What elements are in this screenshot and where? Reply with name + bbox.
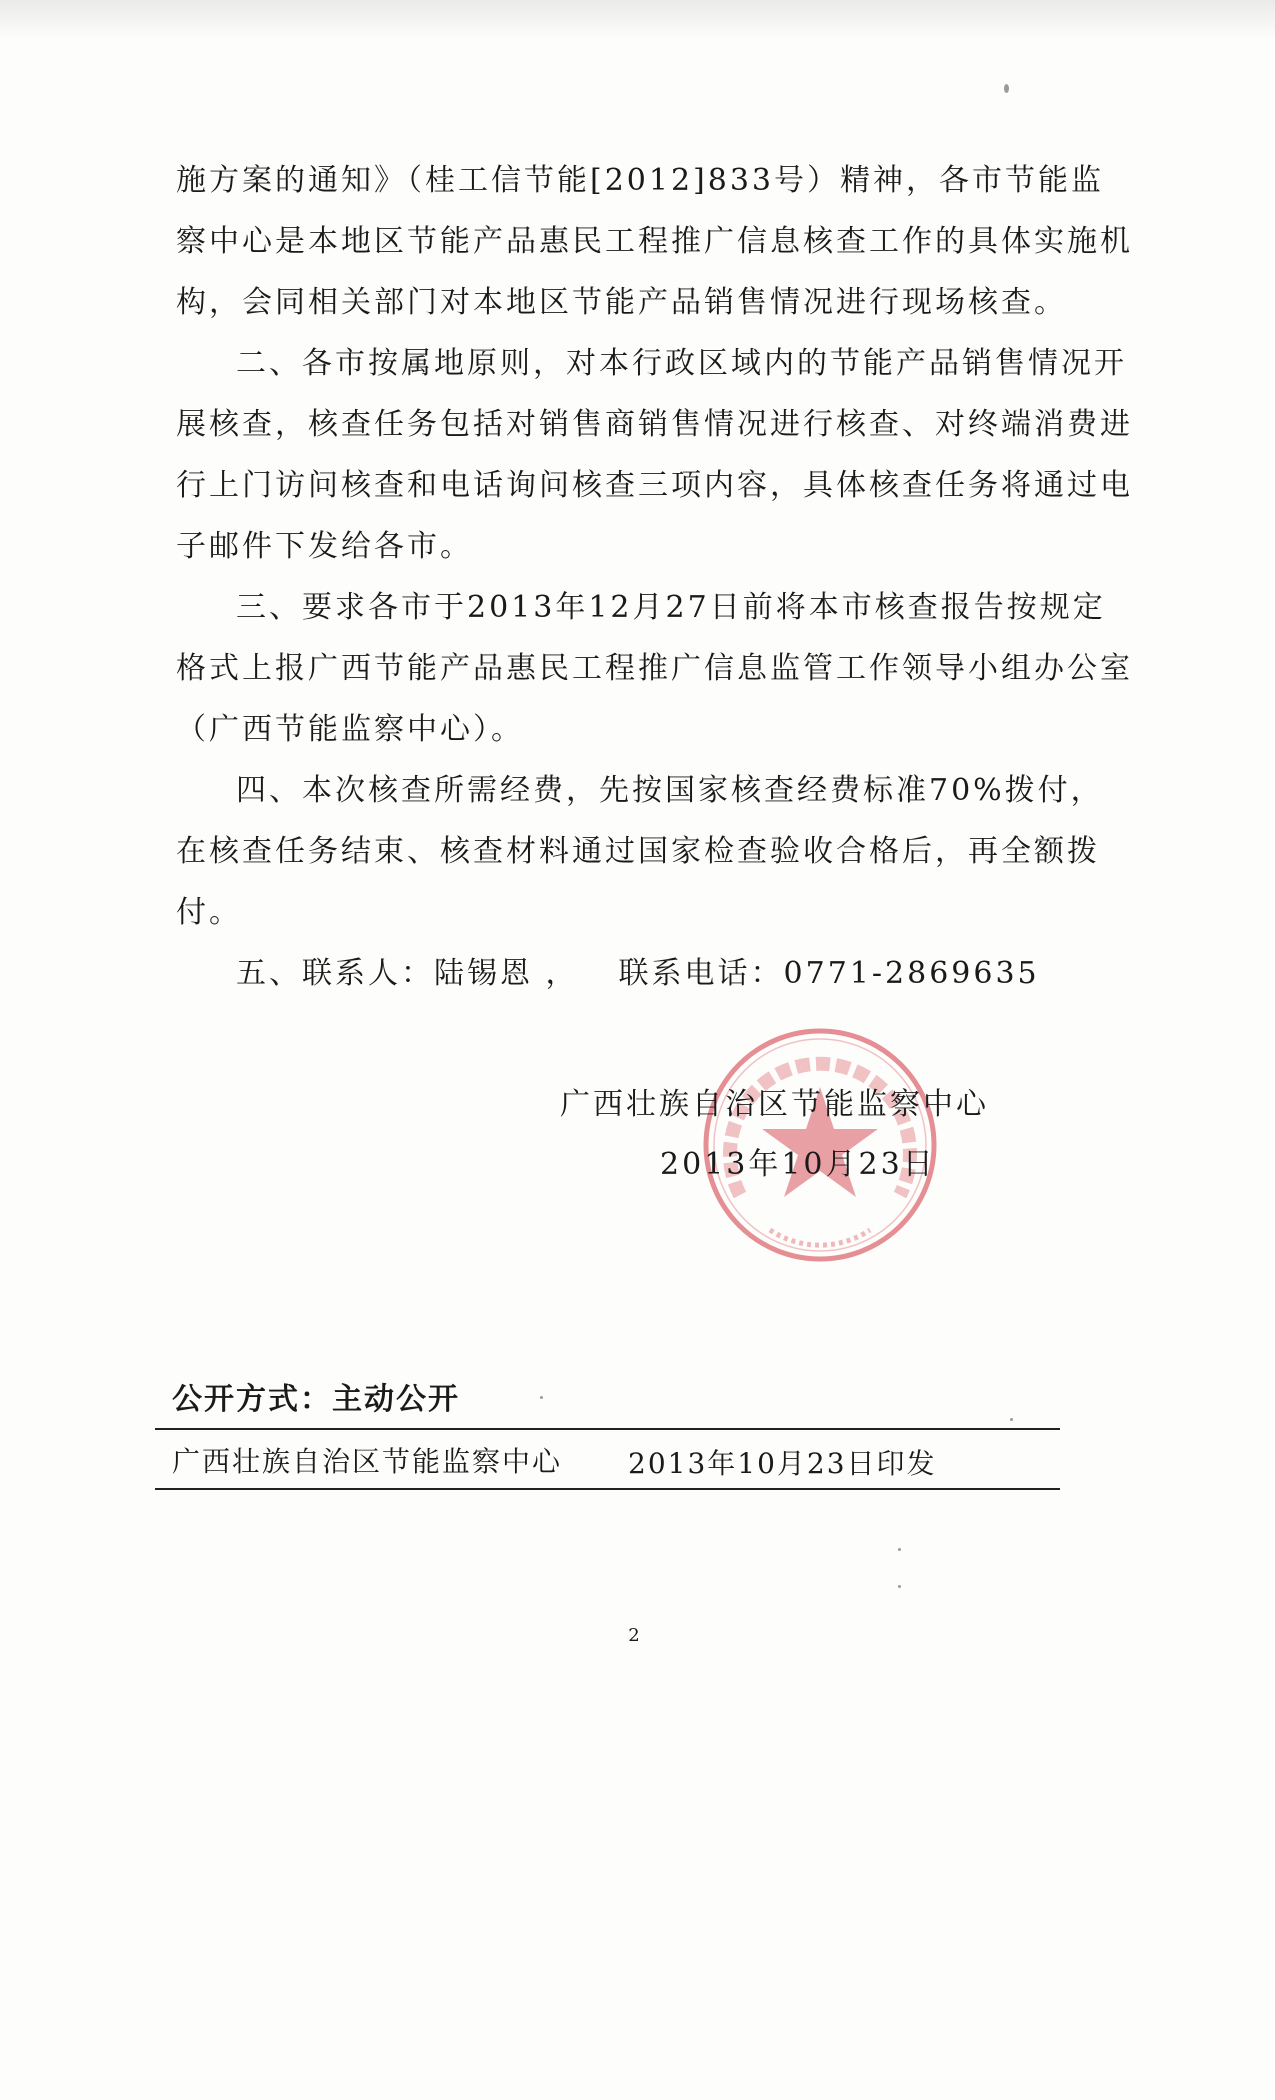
scan-shadow (0, 0, 1275, 40)
scan-speck (1010, 1418, 1013, 1421)
body-text (176, 150, 1136, 1004)
paragraph-4: 四、本次核查所需经费，先按国家核查经费标准70%拨付，在核查任务结束、核查材料通过国家检查验收合格后，再全额拨付。 (176, 773, 1104, 930)
paragraph-1: 施方案的通知》（桂工信节能[2012]833号）精神，各市节能监察中心是本地区节能产品惠民工程推广信息核查工作的具体实施机构，会同相关部门对本地区节能产品销售情况进行现场核查。 (176, 163, 1133, 320)
contact-phone: 联系电话：0771-2869635 (618, 956, 1040, 991)
paragraph-2: 二、各市按属地原则，对本行政区域内的节能产品销售情况开展核查，核查任务包括对销售商销售情况进行核查、对终端消费进行上门访问核查和电话询问核查三项内容，具体核查任务将通过电子邮件下发给各市。 (176, 346, 1133, 564)
scan-speck (898, 1585, 901, 1588)
footer-rule-top (155, 1428, 1060, 1430)
signature-date: 2013年10月23日 (660, 1147, 936, 1182)
paragraph-3: 三、要求各市于2013年12月27日前将本市核查报告按规定格式上报广西节能产品惠民工程推广信息监管工作领导小组办公室（广西节能监察中心）。 (176, 590, 1133, 747)
footer-rule-bottom (155, 1488, 1060, 1490)
signature-org: 广西壮族自治区节能监察中心 (560, 1087, 989, 1122)
contact-line (176, 943, 1136, 1004)
scan-speck (1004, 84, 1009, 93)
disclosure-method: 公开方式：主动公开 (172, 1382, 460, 1417)
contact-person: 五、联系人：陆锡恩 ， (236, 956, 579, 991)
scan-speck (540, 1396, 543, 1399)
footer-issuer: 广西壮族自治区节能监察中心 (172, 1445, 563, 1478)
signature-block (560, 1075, 1060, 1195)
footer-issue-date: 2013年10月23日印发 (628, 1447, 937, 1480)
page-number: 2 (628, 1625, 640, 1646)
scan-speck (898, 1548, 901, 1551)
